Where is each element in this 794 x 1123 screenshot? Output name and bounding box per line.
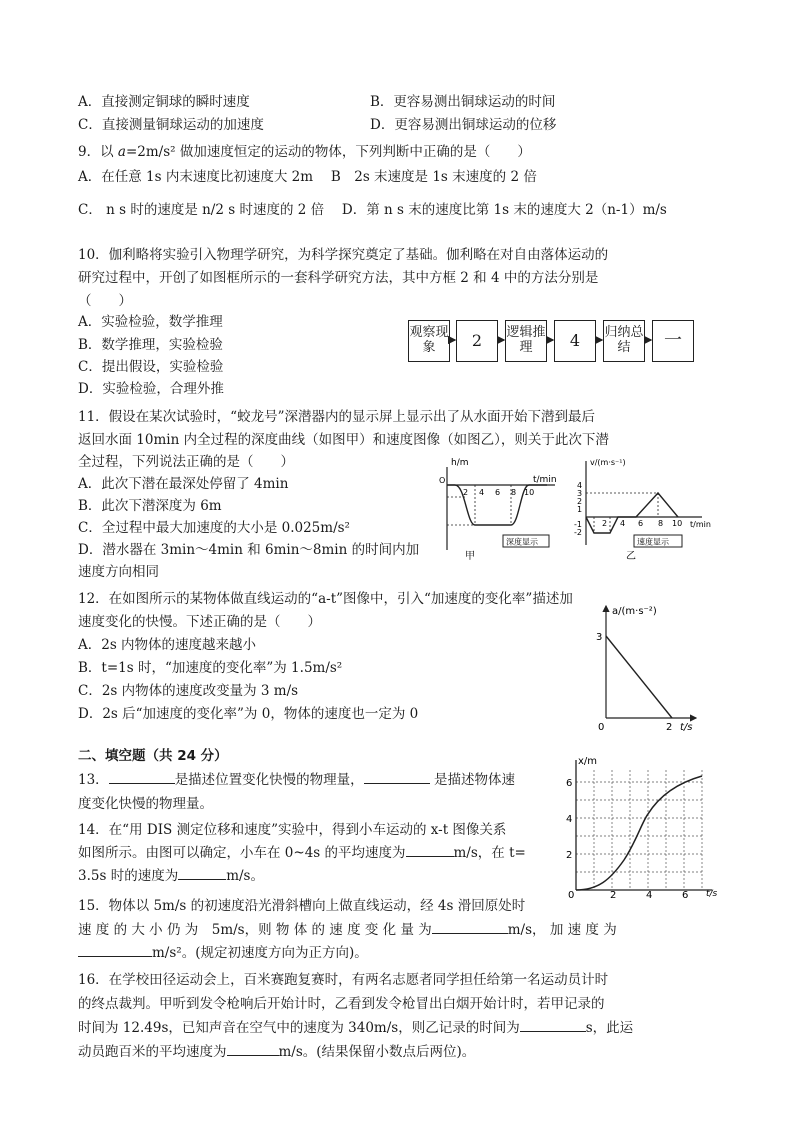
- q14-xt-chart: [548, 752, 718, 898]
- q11-stem-line1: 11．假设在某次试验时，“蛟龙号”深潜器内的显示屏上显示出了从水面开始下潜到最后: [78, 409, 595, 425]
- q13-line2: 度变化快慢的物理量。: [78, 796, 213, 812]
- q10-option-c: C．提出假设，实验检验: [78, 359, 224, 375]
- y-tick: 2: [577, 497, 583, 506]
- q16-blank-1[interactable]: [520, 1031, 586, 1032]
- q10-stem-line3: （ ）: [78, 293, 132, 309]
- axis-y-label: a/(m·s⁻²): [612, 606, 657, 617]
- q16-line3: 时间为 12.49s，已知声音在空气中的速度为 340m/s，则乙记录的时间为 s，此运: [78, 1020, 634, 1036]
- q11-stem-line3: 全过程，下列说法正确的是（ ）: [78, 454, 294, 470]
- flow-box-summary: 归纳总结: [603, 320, 645, 362]
- velocity-curve: [586, 493, 678, 533]
- axis-y-label: h/m: [451, 458, 469, 468]
- q14-line1: 14．在“用 DIS 测定位移和速度”实验中，得到小车运动的 x-t 图像关系: [78, 822, 507, 838]
- x-tick: 6: [682, 890, 689, 898]
- axis-x-label: t/s: [680, 722, 693, 733]
- q10-option-a: A．实验检验，数学推理: [78, 314, 223, 330]
- y-tick: -1: [574, 520, 582, 529]
- q12-at-chart: [590, 600, 700, 735]
- q11-depth-chart: [435, 455, 565, 565]
- q15-blank-1[interactable]: [432, 933, 508, 934]
- x-tick: 6: [638, 519, 644, 528]
- y-tick: 3: [596, 632, 603, 643]
- axis-x-label: t/min: [690, 520, 711, 529]
- q11-stem-line2: 返回水面 10min 内全过程的深度曲线（如图甲）和速度图像（如图乙），则关于此次下潜: [78, 432, 609, 448]
- caption: 速度显示: [637, 537, 669, 547]
- q11-option-d-line2: 速度方向相同: [78, 564, 159, 580]
- origin-label: O: [439, 476, 446, 485]
- y-tick: -2: [574, 528, 582, 537]
- q10-stem-line2: 研究过程中，开创了如图框所示的一套科学研究方法，其中方框 2 和 4 中的方法分别是: [78, 270, 599, 286]
- q10-stem-line1: 10．伽利略将实验引入物理学研究，为科学探究奠定了基础。伽利略在对自由落体运动的: [78, 247, 609, 263]
- x-tick: 8: [511, 488, 517, 497]
- x-tick: 4: [646, 890, 653, 898]
- y-tick: 2: [566, 850, 573, 861]
- q12-stem-line1: 12．在如图所示的某物体做直线运动的“a-t”图像中，引入“加速度的变化率”描述加: [78, 591, 573, 607]
- axis-y-label: v/(m·s⁻¹): [590, 458, 626, 467]
- q14-blank-1[interactable]: [406, 856, 454, 857]
- x-tick: 10: [524, 488, 535, 497]
- q14-line3: 3.5s 时的速度为 m/s。: [78, 868, 264, 884]
- q8-option-c: C．直接测量铜球运动的加速度: [78, 117, 264, 133]
- origin-label: 0: [598, 722, 605, 733]
- q15-line1: 15．物体以 5m/s 的初速度沿光滑斜槽向上做直线运动，经 4s 滑回原处时: [78, 898, 526, 914]
- x-tick: 6: [495, 488, 501, 497]
- q15-blank-2[interactable]: [78, 956, 152, 957]
- q11-velocity-chart: [572, 455, 722, 565]
- q13-blank-1[interactable]: [109, 783, 175, 784]
- x-tick: 2: [602, 519, 608, 528]
- q13-blank-2[interactable]: [364, 783, 430, 784]
- y-tick: 1: [577, 505, 583, 514]
- flow-box-logic: 逻辑推理: [505, 320, 547, 362]
- axis-x-label: t/s: [706, 889, 718, 898]
- q8-option-a: A．直接测定铜球的瞬时速度: [78, 94, 250, 110]
- q12-stem-line2: 速度变化的快慢。下述正确的是（ ）: [78, 614, 321, 630]
- x-tick: 4: [479, 488, 485, 497]
- x-tick: 2: [610, 890, 617, 898]
- axis-x-label: t/min: [533, 475, 557, 485]
- q14-blank-2[interactable]: [178, 879, 226, 880]
- q16-blank-2[interactable]: [227, 1055, 279, 1056]
- y-tick: 3: [577, 489, 583, 498]
- xt-curve: [576, 776, 702, 890]
- axis-y-label: x/m: [578, 756, 598, 767]
- q10-option-b: B．数学推理，实验检验: [78, 337, 223, 353]
- q11-option-c: C．全过程中最大加速度的大小是 0.025m/s²: [78, 520, 350, 536]
- q16-line1: 16．在学校田径运动会上，百米赛跑复赛时，有两名志愿者同学担任给第一名运动员计时: [78, 972, 609, 988]
- flow-box-last: 一: [652, 320, 694, 362]
- flow-box-4: 4: [554, 320, 596, 362]
- q13-line1: 13． 是描述位置变化快慢的物理量， 是描述物体速: [78, 772, 515, 788]
- flow-arrows: [448, 335, 692, 345]
- figure-name: 乙: [626, 551, 636, 562]
- flow-box-observe: 观察现象: [408, 320, 450, 362]
- y-tick: 6: [566, 778, 573, 789]
- q11-option-b: B．此次下潜深度为 6m: [78, 498, 222, 514]
- y-tick: 4: [566, 814, 573, 825]
- x-tick: 10: [672, 519, 683, 528]
- q12-option-b: B．t=1s 时，“加速度的变化率”为 1.5m/s²: [78, 660, 343, 676]
- x-tick: 2: [666, 722, 673, 733]
- q12-option-c: C．2s 内物体的速度改变量为 3 m/s: [78, 683, 299, 699]
- x-tick: 2: [463, 488, 469, 497]
- x-tick: 4: [620, 519, 626, 528]
- q16-line4: 动员跑百米的平均速度为 m/s。(结果保留小数点后两位)。: [78, 1044, 476, 1060]
- q9-options-ab: A．在任意 1s 内末速度比初速度大 2m B 2s 末速度是 1s 末速度的 2 倍: [78, 169, 537, 185]
- y-tick: 4: [577, 481, 583, 490]
- q14-line2: 如图所示。由图可以确定，小车在 0~4s 的平均速度为 m/s，在 t=: [78, 845, 526, 861]
- q11-option-d-line1: D．潜水器在 3min～4min 和 6min～8min 的时间内加: [78, 542, 420, 558]
- x-tick: 8: [658, 519, 664, 528]
- section-title: 二、填空题（共 24 分）: [78, 748, 228, 764]
- q12-option-a: A．2s 内物体的速度越来越小: [78, 637, 257, 653]
- caption: 深度显示: [506, 537, 538, 547]
- q8-option-d: D．更容易测出铜球运动的位移: [370, 117, 557, 133]
- q10-option-d: D．实验检验，合理外推: [78, 381, 224, 397]
- q9-options-cd: C． n s 时的速度是 n/2 s 时速度的 2 倍 D．第 n s 末的速度比第 1s 末的速度大 2（n-1）m/s: [78, 202, 667, 218]
- q15-line2: 速 度 的 大 小 仍 为 5m/s，则 物 体 的 速 度 变 化 量 为 m/s， 加 速 度 为: [78, 922, 617, 938]
- origin-label: 0: [568, 890, 575, 898]
- q15-line3: m/s²。(规定初速度方向为正方向)。: [78, 941, 368, 961]
- q8-option-b: B．更容易测出铜球运动的时间: [370, 94, 556, 110]
- flow-box-2: 2: [456, 320, 498, 362]
- q11-option-a: A．此次下潜在最深处停留了 4min: [78, 476, 289, 492]
- figure-name: 甲: [465, 551, 475, 562]
- at-line: [606, 636, 672, 718]
- q12-option-d: D．2s 后“加速度的变化率”为 0，物体的速度也一定为 0: [78, 706, 419, 722]
- q16-line2: 的终点裁判。甲听到发令枪响后开始计时，乙看到发令枪冒出白烟开始计时，若甲记录的: [78, 996, 605, 1012]
- q9-stem: 9．以 a=2m/s² 做加速度恒定的运动的物体，下列判断中正确的是（ ）: [78, 144, 531, 160]
